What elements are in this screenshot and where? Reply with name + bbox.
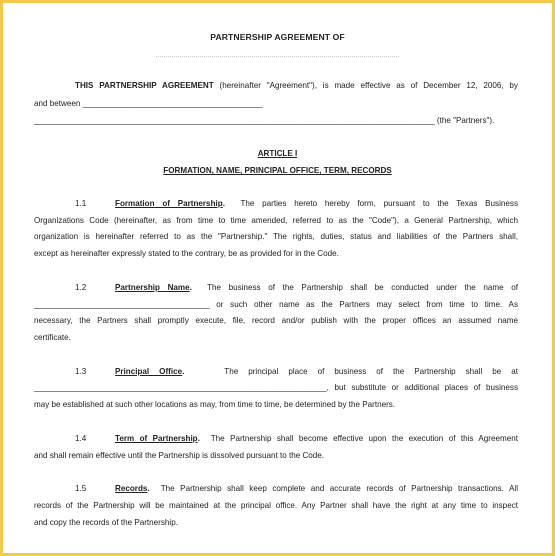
intro-line-1-text: (hereinafter "Agreement"), is made effective as of December 12, 2006, by bbox=[213, 81, 518, 90]
section-1-1-line-4: except as hereinafter expressly stated to the contrary, be as provided for in the Code. bbox=[34, 249, 339, 258]
section-heading: Term of Partnership bbox=[115, 434, 198, 443]
intro-line-2: and between ________________________________________ bbox=[34, 99, 263, 108]
section-heading: Partnership Name bbox=[115, 283, 190, 292]
section-1-2-line-1: Partnership Name. The business of the Partnership shall be conducted under the name of bbox=[115, 283, 519, 292]
section-number: 1.5 bbox=[75, 484, 87, 493]
section-heading: Records bbox=[115, 484, 148, 493]
intro-lead: THIS PARTNERSHIP AGREEMENT bbox=[75, 81, 214, 90]
document-title: PARTNERSHIP AGREEMENT OF bbox=[210, 32, 345, 42]
article-heading: ARTICLE I bbox=[257, 149, 298, 158]
article-subheading: FORMATION, NAME, PRINCIPAL OFFICE, TERM, RECORDS bbox=[163, 166, 392, 175]
section-1-5-line-1: Records. The Partnership shall keep complete and accurate records of Partnership transactions. All bbox=[115, 484, 518, 493]
section-number: 1.2 bbox=[75, 283, 87, 292]
section-1-2-line-3: necessary, the Partners shall promptly execute, file, record and/or publish with the proper offices an assumed name bbox=[34, 316, 518, 325]
section-1-1-line-1: Formation of Partnership. The parties hereto hereby form, pursuant to the Texas Business bbox=[115, 199, 518, 208]
section-heading: Formation of Partnership bbox=[115, 199, 223, 208]
section-1-3-line-3: may be established at such other locations as may, from time to time, be determined by the Partners. bbox=[34, 400, 396, 409]
section-number: 1.1 bbox=[75, 199, 87, 208]
section-1-2-line-4: certificate. bbox=[34, 333, 71, 342]
section-heading: Principal Office bbox=[115, 367, 183, 376]
section-1-3-line-2: _________________________________________________________________, but substitute or additional places of business bbox=[34, 383, 518, 392]
section-1-1-line-2: Organizations Code (hereinafter, as from time to time amended, referred to as the "Code"), a General Partnership, which bbox=[34, 216, 518, 225]
intro-line-3: _________________________________________________________________________________________ (the "Partners"). bbox=[34, 116, 495, 125]
section-1-5-line-3: and copy the records of the Partnership. bbox=[34, 518, 178, 527]
section-1-4-line-1: Term of Partnership. The Partnership shall become effective upon the execution of this Agreement bbox=[115, 434, 519, 443]
document-page bbox=[3, 3, 552, 553]
section-1-1-line-3: organization is hereinafter referred to as the "Partnership." The rights, duties, status and liabilities of the Partners shall, bbox=[34, 232, 518, 241]
section-1-4-line-2: and shall remain effective until the Partnership is dissolved pursuant to the Code. bbox=[34, 451, 325, 460]
section-number: 1.3 bbox=[75, 367, 87, 376]
section-number: 1.4 bbox=[75, 434, 87, 443]
intro-line-1 bbox=[75, 81, 518, 90]
section-1-3-line-1: Principal Office. The principal place of business of the Partnership shall be at bbox=[115, 367, 518, 376]
section-1-2-line-2: _______________________________________ or such other name as the Partners may select from time to time. As bbox=[34, 300, 518, 309]
section-1-5-line-2: records of the Partnership will be maintained at the principal office. Any Partner shall have the right at any time to inspect bbox=[34, 501, 518, 510]
title-divider bbox=[156, 56, 399, 57]
